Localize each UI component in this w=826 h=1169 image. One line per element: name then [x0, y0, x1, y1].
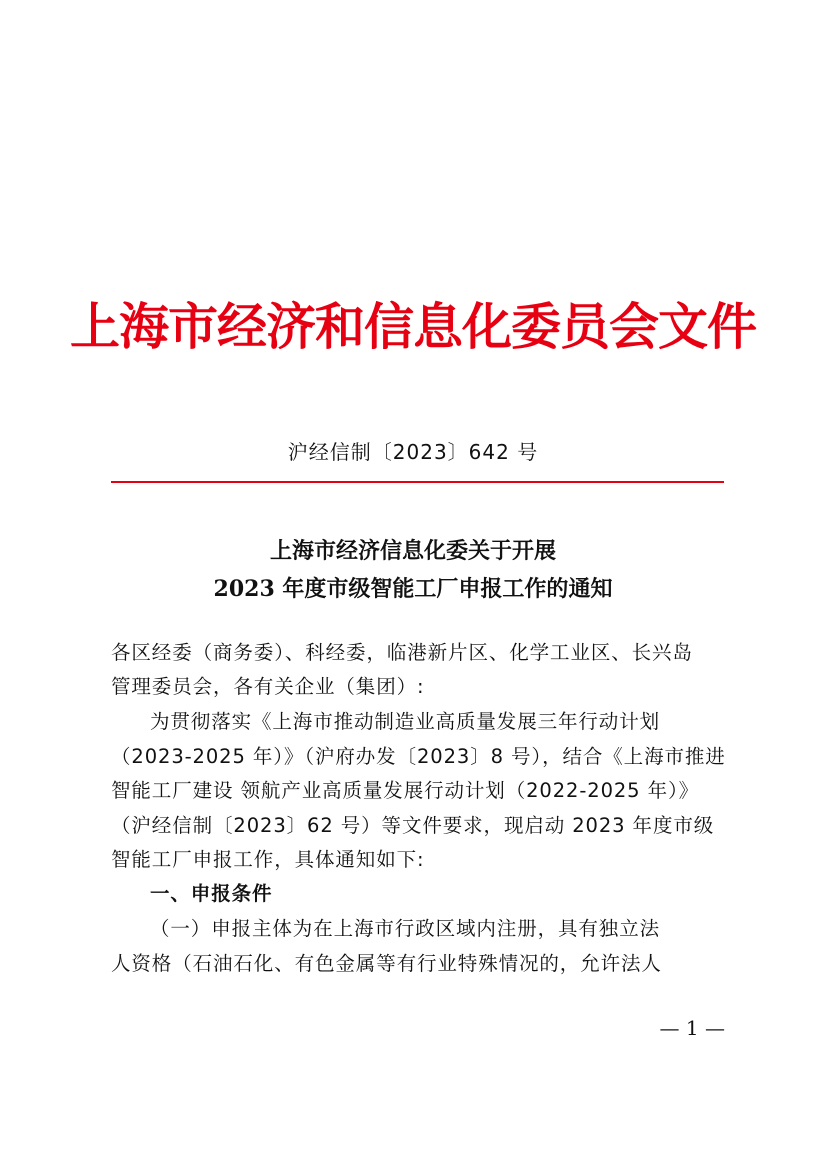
body-line-recipients-1: 各区经委（商务委）、科经委，临港新片区、化学工业区、长兴岛	[111, 641, 693, 664]
notice-title-line-1: 上海市经济信息化委关于开展	[269, 538, 556, 564]
body-line-condition-2: 人资格（石油石化、有色金属等有行业特殊情况的，允许法人	[111, 952, 662, 975]
masthead-title: 上海市经济和信息化委员会文件	[70, 297, 756, 356]
page-number: — 1 —	[659, 1016, 725, 1040]
red-divider	[111, 481, 724, 483]
body-line-paragraph-5: 智能工厂申报工作，具体通知如下:	[111, 848, 425, 871]
document-number: 沪经信制〔2023〕642 号	[287, 440, 539, 464]
section-heading-conditions: 一、申报条件	[150, 882, 273, 905]
body-line-paragraph-4: （沪经信制〔2023〕62 号）等文件要求，现启动 2023 年度市级	[111, 814, 715, 837]
notice-title-line-2: 2023 年度市级智能工厂申报工作的通知	[213, 576, 613, 602]
body-line-recipients-2: 管理委员会，各有关企业（集团）:	[111, 675, 425, 698]
body-line-paragraph-3: 智能工厂建设 领航产业高质量发展行动计划（2022-2025 年）》	[111, 779, 700, 802]
body-line-paragraph-1: 为贯彻落实《上海市推动制造业高质量发展三年行动计划	[150, 710, 661, 733]
body-line-condition-1: （一）申报主体为在上海市行政区域内注册，具有独立法	[150, 917, 661, 940]
body-line-paragraph-2: （2023-2025 年）》（沪府办发〔2023〕8 号），结合《上海市推进	[111, 745, 726, 768]
